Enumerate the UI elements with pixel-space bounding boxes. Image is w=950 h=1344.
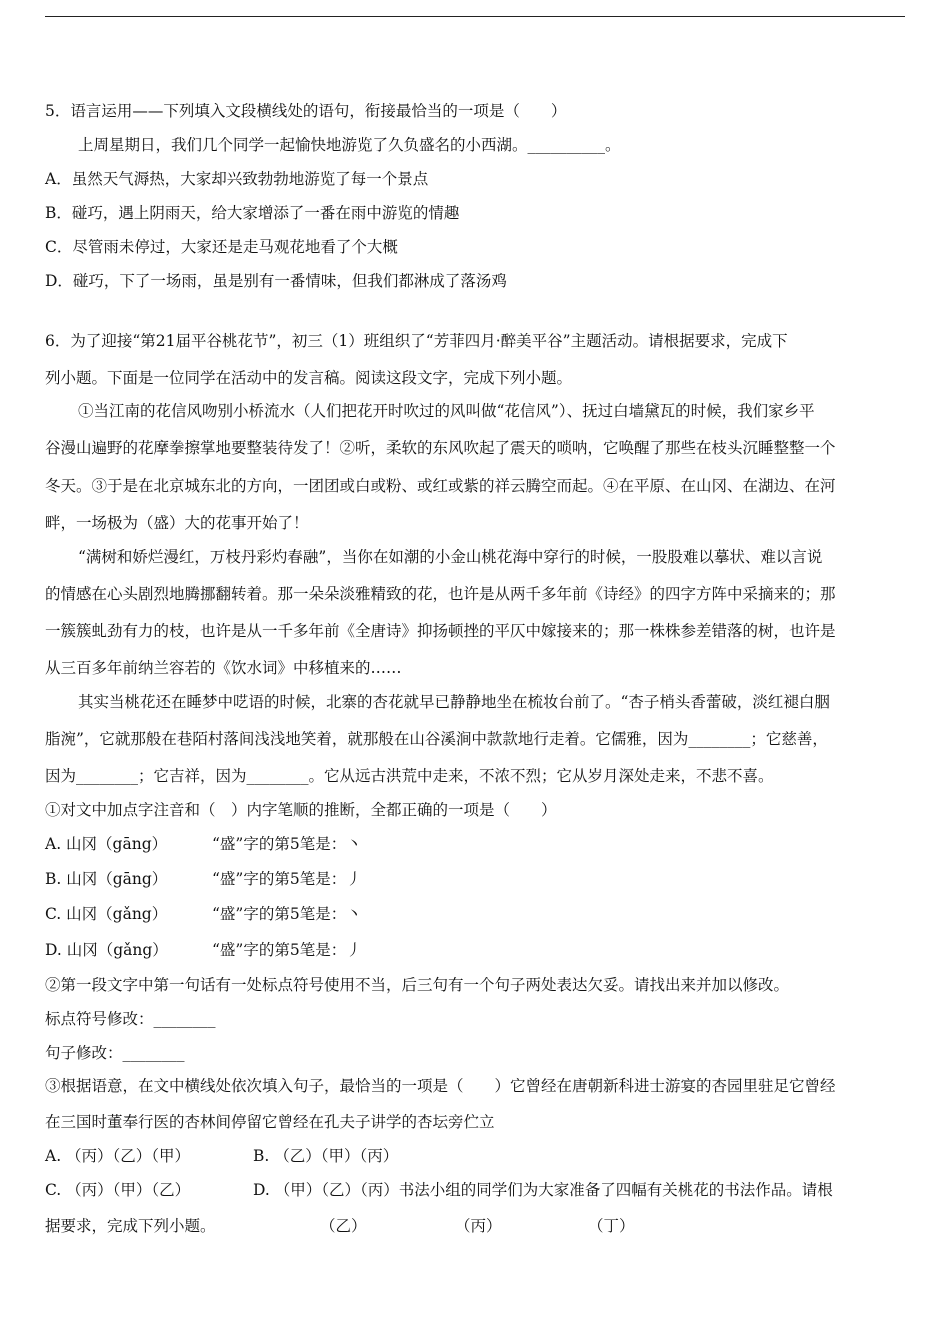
sub3-option-d[interactable]: D. （甲）（乙）（丙）书法小组的同学们为大家准备了四幅有关桃花的书法作品。请根 <box>253 1181 833 1199</box>
sub1-option-b-pinyin: B. 山冈（gāng） <box>45 870 168 888</box>
passage-line-8: 从三百多年前纳兰容若的《饮水词》中移植来的…… <box>45 659 402 677</box>
sub3-option-a[interactable]: A. （丙）（乙）（甲） <box>45 1147 191 1165</box>
passage-line-5: “满树和娇烂漫红，万枝丹彩灼春融”，当你在如潮的小金山桃花海中穿行的时候，一股股难以摹状、难以言说 <box>78 548 823 566</box>
sub2-stem: ②第一段文字中第一句话有一处标点符号使用不当，后三句有一个句子两处表达欠妥。请找出来并加以修改。 <box>45 976 790 994</box>
sub1-option-a[interactable] <box>45 834 362 854</box>
q5-option-a[interactable]: A．虽然天气溽热，大家却兴致勃勃地游览了每一个景点 <box>45 170 429 188</box>
sub2-sentence-answer[interactable]: 句子修改：________ <box>45 1044 185 1062</box>
sub1-option-b[interactable] <box>45 869 362 889</box>
sub3-stem: ③根据语意，在文中横线处依次填入句子，最恰当的一项是（ ）它曾经在唐朝新科进士游宴的杏园里驻足它曾经 <box>45 1077 836 1095</box>
sub1-option-c[interactable] <box>45 904 362 924</box>
passage-line-1: ①当江南的花信风吻别小桥流水（人们把花开时吹过的风叫做“花信风”）、抚过白墙黛瓦的时候，我们家乡平 <box>78 402 815 420</box>
passage-line-6: 的情感在心头剧烈地腾挪翻转着。那一朵朵淡雅精致的花，也许是从两千多年前《诗经》的四字方阵中采摘来的；那 <box>45 585 836 603</box>
calligraphy-label-yi: （乙） <box>320 1217 367 1235</box>
calligraphy-label-ding: （丁） <box>588 1217 635 1235</box>
sub1-option-d-pinyin: D. 山冈（gǎng） <box>45 941 168 959</box>
sub3-options-row-2 <box>45 1180 833 1200</box>
q5-passage: 上周星期日，我们几个同学一起愉快地游览了久负盛名的小西湖。__________。 <box>78 136 621 154</box>
passage-line-10: 脂涴”，它就那般在巷陌村落间浅浅地笑着，就那般在山谷溪涧中款款地行走着。它儒雅，因为________；它慈善， <box>45 730 828 748</box>
q6-intro-line-2: 列小题。下面是一位同学在活动中的发言稿。阅读这段文字，完成下列小题。 <box>45 369 573 387</box>
q5-option-c[interactable]: C．尽管雨未停过，大家还是走马观花地看了个大概 <box>45 238 398 256</box>
q5-stem: 5．语言运用——下列填入文段横线处的语句，衔接最恰当的一项是（ ） <box>45 102 567 120</box>
sub1-stem: ①对文中加点字注音和（ ）内字笔顺的推断，全都正确的一项是（ ） <box>45 801 557 819</box>
sub2-punct-answer[interactable]: 标点符号修改：________ <box>45 1010 216 1028</box>
sub1-option-a-stroke: “盛”字的第5笔是：丶 <box>212 835 362 853</box>
passage-line-11: 因为________；它吉祥，因为________。它从远古洪荒中走来，不浓不烈；它从岁月深处走来，不悲不喜。 <box>45 767 774 785</box>
sub3-tail: 据要求，完成下列小题。 <box>45 1217 216 1235</box>
sub3-option-c[interactable]: C. （丙）（甲）（乙） <box>45 1181 191 1199</box>
sub3-options-row-1 <box>45 1146 398 1166</box>
q6-intro-line-1: 6．为了迎接“第21届平谷桃花节”，初三（1）班组织了“芳菲四月·醉美平谷”主题活动。请根据要求，完成下 <box>45 332 788 350</box>
header-rule <box>45 16 905 17</box>
q5-option-b[interactable]: B．碰巧，遇上阴雨天，给大家增添了一番在雨中游览的情趣 <box>45 204 460 222</box>
sub1-option-d-stroke: “盛”字的第5笔是：丿 <box>212 941 362 959</box>
sub3-tail-row <box>45 1216 635 1236</box>
passage-line-2: 谷漫山遍野的花摩拳擦掌地要整装待发了！②听，柔软的东风吹起了震天的唢呐，它唤醒了那些在枝头沉睡整整一个 <box>45 439 836 457</box>
sub1-option-a-pinyin: A. 山冈（gāng） <box>45 835 168 853</box>
passage-line-7: 一簇簇虬劲有力的枝，也许是从一千多年前《全唐诗》抑扬顿挫的平仄中嫁接来的；那一株株参差错落的树，也许是 <box>45 622 836 640</box>
calligraphy-label-bing: （丙） <box>455 1217 502 1235</box>
passage-line-3: 冬天。③于是在北京城东北的方向，一团团或白或粉、或红或紫的祥云腾空而起。④在平原、在山冈、在湖边、在河 <box>45 477 836 495</box>
sub1-option-c-stroke: “盛”字的第5笔是：丶 <box>212 905 362 923</box>
sub3-stem-2: 在三国时董奉行医的杏林间停留它曾经在孔夫子讲学的杏坛旁伫立 <box>45 1113 495 1131</box>
sub3-option-b[interactable]: B. （乙）（甲）（丙） <box>253 1147 399 1165</box>
sub1-option-d[interactable] <box>45 940 362 960</box>
passage-line-9: 其实当桃花还在睡梦中呓语的时候，北寨的杏花就早已静静地坐在梳妆台前了。“杏子梢头香蕾破，淡红褪白胭 <box>78 693 830 711</box>
q5-option-d[interactable]: D．碰巧，下了一场雨，虽是别有一番情味，但我们都淋成了落汤鸡 <box>45 272 507 290</box>
passage-line-4: 畔，一场极为（盛）大的花事开始了！ <box>45 514 309 532</box>
sub1-option-c-pinyin: C. 山冈（gǎng） <box>45 905 168 923</box>
sub1-option-b-stroke: “盛”字的第5笔是：丿 <box>212 870 362 888</box>
